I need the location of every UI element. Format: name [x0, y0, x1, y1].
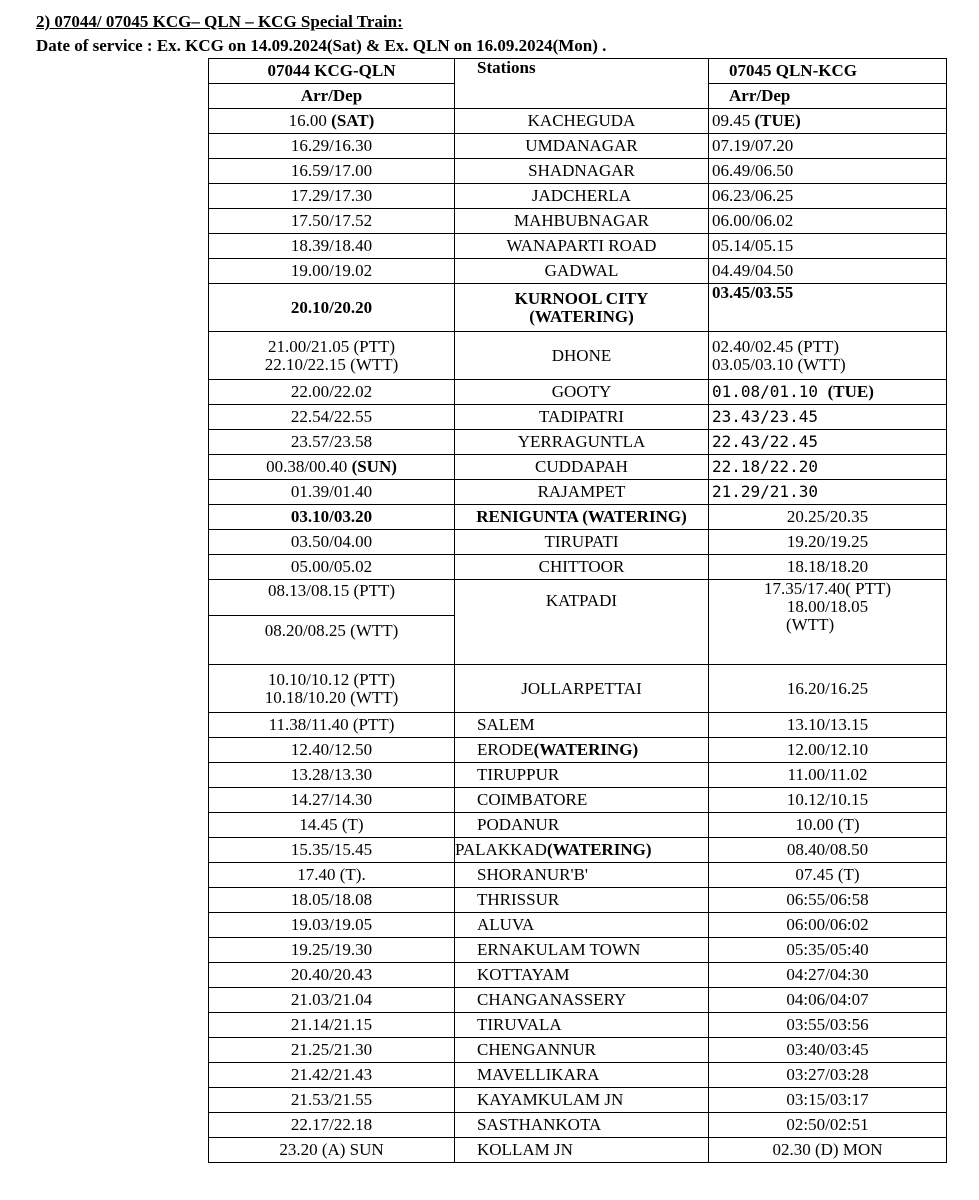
table-row [209, 963, 947, 988]
down-time: 21.25/21.30 [209, 1038, 455, 1063]
station: PODANUR [455, 813, 709, 838]
down-time: 16.00 (SAT) [209, 109, 455, 134]
station: SHORANUR'B' [455, 863, 709, 888]
down-time: 20.40/20.43 [209, 963, 455, 988]
station: KATPADI [455, 580, 709, 665]
up-time: 03:27/03:28 [709, 1063, 947, 1088]
down-time: 15.35/15.45 [209, 838, 455, 863]
table-row [209, 480, 947, 505]
station: KAYAMKULAM JN [455, 1088, 709, 1113]
up-time: 22.18/22.20 [709, 455, 947, 480]
down-time: 22.17/22.18 [209, 1113, 455, 1138]
table-row [209, 888, 947, 913]
down-time: 21.14/21.15 [209, 1013, 455, 1038]
down-time: 17.40 (T). [209, 863, 455, 888]
table-row [209, 555, 947, 580]
down-time: 16.29/16.30 [209, 134, 455, 159]
up-time: 10.00 (T) [709, 813, 947, 838]
station: GADWAL [455, 259, 709, 284]
table-row [209, 405, 947, 430]
up-time: 06.00/06.02 [709, 209, 947, 234]
table-row [209, 788, 947, 813]
table-row [209, 284, 947, 332]
up-time: 07.45 (T) [709, 863, 947, 888]
subheader-down-arrdep: Arr/Dep [209, 84, 455, 109]
down-time: 12.40/12.50 [209, 738, 455, 763]
table-row [209, 1088, 947, 1113]
up-time: 08.40/08.50 [709, 838, 947, 863]
down-time: 14.45 (T) [209, 813, 455, 838]
up-time: 03:55/03:56 [709, 1013, 947, 1038]
down-time: 05.00/05.02 [209, 555, 455, 580]
header-row [209, 59, 947, 84]
up-time: 16.20/16.25 [709, 665, 947, 713]
table-row [209, 505, 947, 530]
station: MAVELLIKARA [455, 1063, 709, 1088]
up-time: 02:50/02:51 [709, 1113, 947, 1138]
up-time: 20.25/20.35 [709, 505, 947, 530]
down-time: 13.28/13.30 [209, 763, 455, 788]
up-time: 07.19/07.20 [709, 134, 947, 159]
station: CHENGANNUR [455, 1038, 709, 1063]
table-row [209, 209, 947, 234]
subheader-up-arrdep: Arr/Dep [709, 84, 947, 109]
up-time: 09.45 (TUE) [709, 109, 947, 134]
up-time: 06:00/06:02 [709, 913, 947, 938]
station: MAHBUBNAGAR [455, 209, 709, 234]
table-row [209, 838, 947, 863]
station: TIRUPATI [455, 530, 709, 555]
table-row [209, 1138, 947, 1163]
table-row [209, 430, 947, 455]
station: SHADNAGAR [455, 159, 709, 184]
header-stations: Stations [455, 59, 709, 109]
timetable [208, 58, 947, 1163]
station: SALEM [455, 713, 709, 738]
table-row [209, 863, 947, 888]
up-time: 04.49/04.50 [709, 259, 947, 284]
station: DHONE [455, 332, 709, 380]
down-time: 08.13/08.15 (PTT) 08.20/08.25 (WTT) [209, 580, 455, 665]
up-time: 10.12/10.15 [709, 788, 947, 813]
station: JOLLARPETTAI [455, 665, 709, 713]
station: ERODE(WATERING) [455, 738, 709, 763]
station: JADCHERLA [455, 184, 709, 209]
station: THRISSUR [455, 888, 709, 913]
up-time: 06.49/06.50 [709, 159, 947, 184]
up-time: 22.43/22.45 [709, 430, 947, 455]
down-time: 18.05/18.08 [209, 888, 455, 913]
down-time: 03.50/04.00 [209, 530, 455, 555]
table-row [209, 1113, 947, 1138]
up-time: 06.23/06.25 [709, 184, 947, 209]
down-time: 10.10/10.12 (PTT) 10.18/10.20 (WTT) [209, 665, 455, 713]
table-row [209, 1038, 947, 1063]
station: SASTHANKOTA [455, 1113, 709, 1138]
station: RENIGUNTA (WATERING) [455, 505, 709, 530]
up-time: 04:06/04:07 [709, 988, 947, 1013]
table-row [209, 109, 947, 134]
table-row [209, 380, 947, 405]
table-row [209, 332, 947, 380]
station: KOLLAM JN [455, 1138, 709, 1163]
station: CUDDAPAH [455, 455, 709, 480]
table-row [209, 763, 947, 788]
station: TADIPATRI [455, 405, 709, 430]
table-row [209, 234, 947, 259]
down-time: 01.39/01.40 [209, 480, 455, 505]
header-up-train: 07045 QLN-KCG [709, 59, 947, 84]
up-time: 03.45/03.55 [709, 284, 947, 332]
station: KACHEGUDA [455, 109, 709, 134]
station: UMDANAGAR [455, 134, 709, 159]
up-time: 12.00/12.10 [709, 738, 947, 763]
table-row [209, 159, 947, 184]
up-time: 17.35/17.40( PTT) 18.00/18.05 (WTT) [709, 580, 947, 665]
station: KOTTAYAM [455, 963, 709, 988]
up-time: 01.08/01.10 (TUE) [709, 380, 947, 405]
down-time: 23.57/23.58 [209, 430, 455, 455]
header-down-train: 07044 KCG-QLN [209, 59, 455, 84]
up-time: 02.40/02.45 (PTT) 03.05/03.10 (WTT) [709, 332, 947, 380]
table-row [209, 1013, 947, 1038]
down-time: 21.00/21.05 (PTT) 22.10/22.15 (WTT) [209, 332, 455, 380]
station: PALAKKAD(WATERING) [455, 838, 709, 863]
station: ALUVA [455, 913, 709, 938]
up-time: 05:35/05:40 [709, 938, 947, 963]
station: COIMBATORE [455, 788, 709, 813]
table-row [209, 665, 947, 713]
table-row [209, 713, 947, 738]
down-time: 18.39/18.40 [209, 234, 455, 259]
up-time: 03:40/03:45 [709, 1038, 947, 1063]
table-row [209, 738, 947, 763]
table-row [209, 455, 947, 480]
station: KURNOOL CITY (WATERING) [455, 284, 709, 332]
table-row [209, 580, 947, 665]
table-row [209, 184, 947, 209]
table-row [209, 988, 947, 1013]
up-time: 04:27/04:30 [709, 963, 947, 988]
down-time: 14.27/14.30 [209, 788, 455, 813]
station: TIRUPPUR [455, 763, 709, 788]
down-time: 19.25/19.30 [209, 938, 455, 963]
down-time: 21.53/21.55 [209, 1088, 455, 1113]
up-time: 13.10/13.15 [709, 713, 947, 738]
up-time: 19.20/19.25 [709, 530, 947, 555]
down-time: 17.50/17.52 [209, 209, 455, 234]
down-time: 16.59/17.00 [209, 159, 455, 184]
down-time: 22.54/22.55 [209, 405, 455, 430]
station: CHITTOOR [455, 555, 709, 580]
station: RAJAMPET [455, 480, 709, 505]
station: ERNAKULAM TOWN [455, 938, 709, 963]
station: YERRAGUNTLA [455, 430, 709, 455]
station: CHANGANASSERY [455, 988, 709, 1013]
up-time: 06:55/06:58 [709, 888, 947, 913]
down-time: 00.38/00.40 (SUN) [209, 455, 455, 480]
station: GOOTY [455, 380, 709, 405]
table-row [209, 530, 947, 555]
down-time: 11.38/11.40 (PTT) [209, 713, 455, 738]
down-time: 23.20 (A) SUN [209, 1138, 455, 1163]
service-dates: Date of service : Ex. KCG on 14.09.2024(Sat) & Ex. QLN on 16.09.2024(Mon) . [36, 36, 607, 55]
table-row [209, 1063, 947, 1088]
table-row [209, 913, 947, 938]
up-time: 11.00/11.02 [709, 763, 947, 788]
down-time: 21.03/21.04 [209, 988, 455, 1013]
down-time: 03.10/03.20 [209, 505, 455, 530]
down-time: 20.10/20.20 [209, 284, 455, 332]
down-time: 19.00/19.02 [209, 259, 455, 284]
up-time: 03:15/03:17 [709, 1088, 947, 1113]
table-row [209, 938, 947, 963]
up-time: 23.43/23.45 [709, 405, 947, 430]
down-time: 22.00/22.02 [209, 380, 455, 405]
table-row [209, 134, 947, 159]
down-time: 21.42/21.43 [209, 1063, 455, 1088]
table-row [209, 259, 947, 284]
up-time: 02.30 (D) MON [709, 1138, 947, 1163]
document-title: 2) 07044/ 07045 KCG– QLN – KCG Special Train: [36, 12, 403, 31]
up-time: 05.14/05.15 [709, 234, 947, 259]
station: TIRUVALA [455, 1013, 709, 1038]
station: WANAPARTI ROAD [455, 234, 709, 259]
up-time: 18.18/18.20 [709, 555, 947, 580]
up-time: 21.29/21.30 [709, 480, 947, 505]
down-time: 19.03/19.05 [209, 913, 455, 938]
down-time: 17.29/17.30 [209, 184, 455, 209]
table-row [209, 813, 947, 838]
